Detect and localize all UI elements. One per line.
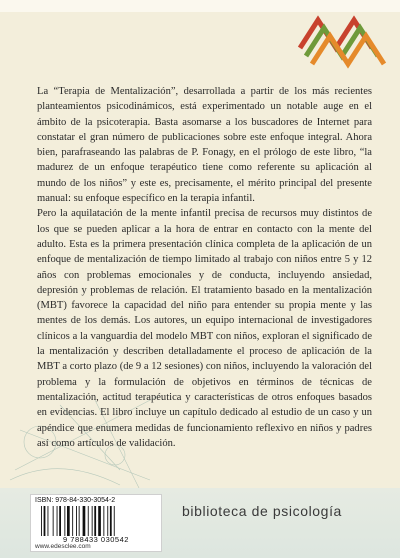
isbn-label: ISBN: 978-84-330-3054-2	[35, 497, 116, 504]
back-cover-description	[37, 84, 372, 451]
barcode-digits: 9 788433 030542	[63, 535, 129, 544]
paragraph-details: Pero la aquilatación de la mente infantil precisa de recursos muy distintos de los que se pueden aplicar a la hora de entrar en contacto con la mente del adulto. Esta es la primera presentación clínica completa de la aplicación de un enfoque de mentalización de tiempo limitado al trabajo con niños entre 5 y 12 años con problemas emocionales y de conducta, incluyendo ansiedad, depresión y problemas de relación. El tratamiento basado en la mentalización (MBT) favorece la capacidad del niño para entender su propia mente y las mentes de los demás. Los autores, un equipo internacional de investigadores clínicos a la vanguardia del modelo MBT con niños, exploran el significado de la mentalización y describen detalladamente el proceso de aplicación de la MBT a corto plazo (de 9 a 12 sesiones) con niños, incluyendo la valoración del problema y la formulación de objetivos en términos de técnicas de mentalización, actitud terapéutica y características de otros enfoques basados en evidencias. El libro incluye un capítulo dedicado al estudio de un caso y un apéndice que enumera medidas de funcionamiento reflexivo en niños y padres así como artículos de validación.	[37, 208, 372, 449]
chevron-logo-icon	[300, 20, 384, 64]
paragraph-intro: La “Terapia de Mentalización”, desarrollada a partir de los más recientes planteamientos psicodinámicos, está experimentado un notable auge en el ámbito de la psicoterapia. Basta asomarse a los buscadores de Internet para constatar el gran número de publicaciones sobre este enfoque integral. Ahora bien, parafraseando las palabras de P. Fonagy, en el prólogo de este libro, “la madurez de un enfoque terapéutico tiene como referente su aplicación al mundo de los niños” y este es, precisamente, el mérito principal del presente manual: su enfoque específico en la terapia infantil.	[37, 86, 372, 205]
publisher-website: www.edesclee.com	[35, 543, 91, 550]
series-title: biblioteca de psicología	[182, 503, 342, 519]
barcode-icon	[41, 506, 151, 536]
